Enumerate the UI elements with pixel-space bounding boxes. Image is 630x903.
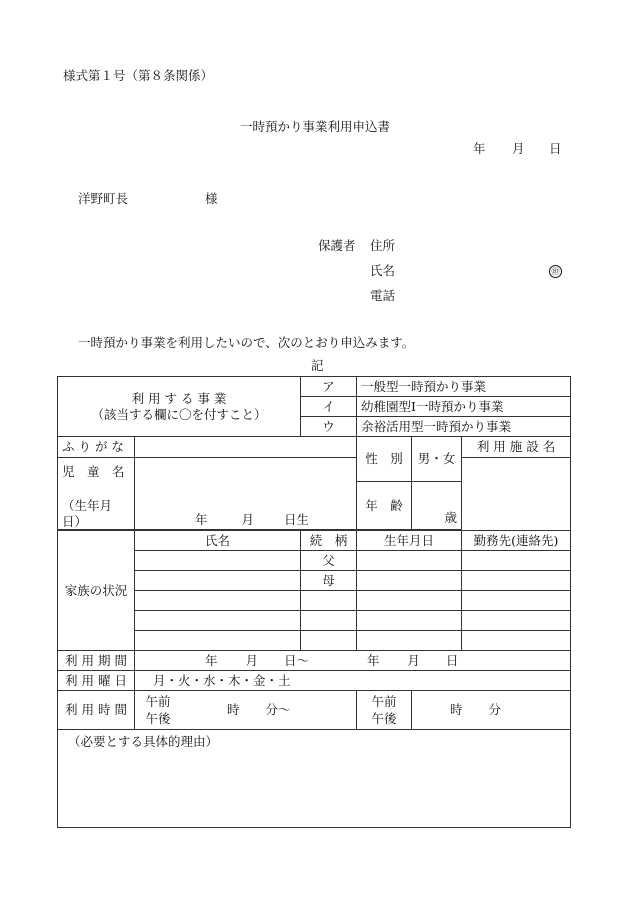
family-name-field[interactable] <box>135 571 301 591</box>
service-mark-i[interactable]: イ <box>301 397 357 417</box>
family-name-field[interactable] <box>135 611 301 631</box>
child-name-field[interactable] <box>135 458 357 530</box>
time-hour: 時 <box>227 702 240 718</box>
guardian-label: 保護者 <box>318 238 356 253</box>
honorific: 様 <box>205 191 218 206</box>
table-row <box>58 551 571 571</box>
birth-day: 日生 <box>283 511 309 527</box>
period-field[interactable] <box>135 651 571 671</box>
ampm-to[interactable] <box>357 691 412 729</box>
date-day-label: 日 <box>549 141 562 156</box>
period-month: 月 <box>245 652 258 668</box>
family-relation[interactable] <box>301 591 357 611</box>
family-workplace-field[interactable] <box>462 551 571 571</box>
family-name-field[interactable] <box>135 591 301 611</box>
family-header-relation: 続 柄 <box>301 531 357 551</box>
services-label: 利 用 す る 事 業 <box>131 390 227 406</box>
period-label: 利 用 期 間 <box>58 651 135 671</box>
family-birthdate-field[interactable] <box>357 571 462 591</box>
facility-field[interactable] <box>462 458 571 531</box>
time-from-field[interactable] <box>135 691 357 730</box>
sex-options[interactable]: 男・女 <box>412 437 462 482</box>
service-name-i: 幼稚園型Ⅰ一時預かり事業 <box>357 397 571 417</box>
family-workplace-field[interactable] <box>462 571 571 591</box>
child-name-label: 児 童 名 <box>62 464 125 479</box>
age-unit: 歳 <box>444 509 458 525</box>
date-year-label: 年 <box>473 141 486 156</box>
family-header-name: 氏名 <box>135 531 301 551</box>
furigana-field[interactable] <box>135 437 357 458</box>
reason-field[interactable] <box>58 730 571 828</box>
services-label-cell <box>58 377 301 437</box>
family-birthdate-field[interactable] <box>357 631 462 651</box>
family-birthdate-field[interactable] <box>357 591 462 611</box>
period-month-to: 月 <box>407 652 420 668</box>
service-name-a: 一般型一時預かり事業 <box>357 377 571 397</box>
period-day-to: 日 <box>445 652 459 668</box>
weekday-label: 利 用 曜 日 <box>58 671 135 691</box>
period-year: 年 <box>204 652 218 668</box>
service-mark-u[interactable]: ウ <box>301 417 357 437</box>
address-label: 住所 <box>370 238 396 253</box>
family-birthdate-field[interactable] <box>357 611 462 631</box>
birth-label: （生年月日） <box>62 498 113 529</box>
application-statement: 一時預かり事業を利用したいので、次のとおり申込みます。 <box>78 335 415 350</box>
date-month-label: 月 <box>512 141 525 156</box>
period-year-to: 年 <box>366 652 380 668</box>
seal-icon: ㊞ <box>549 262 562 278</box>
services-note: （該当する欄に〇を付すこと） <box>91 406 267 422</box>
family-relation: 父 <box>301 551 357 571</box>
table-row <box>58 611 571 631</box>
period-day-from: 日～ <box>283 652 309 668</box>
family-workplace-field[interactable] <box>462 591 571 611</box>
time-hour-to: 時 <box>450 702 463 718</box>
am-label-to: 午前 <box>371 693 397 709</box>
family-birthdate-field[interactable] <box>357 551 462 571</box>
family-relation[interactable] <box>301 611 357 631</box>
family-relation: 母 <box>301 571 357 591</box>
form-number: 様式第１号（第８条関係） <box>63 68 214 83</box>
pm-label: 午後 <box>145 711 171 727</box>
age-label: 年 齢 <box>357 482 412 530</box>
applicant-name-label: 氏名 <box>370 263 396 278</box>
ampm-from[interactable] <box>135 693 181 728</box>
am-label: 午前 <box>145 693 171 709</box>
table-row <box>58 591 571 611</box>
furigana-label: ふ り が な <box>58 437 135 458</box>
time-minute-to: 分 <box>488 702 502 718</box>
family-header-birthdate: 生年月日 <box>357 531 462 551</box>
application-table <box>57 376 571 828</box>
birth-year: 年 <box>194 511 208 527</box>
family-header-workplace: 勤務先(連絡先) <box>462 531 571 551</box>
table-row <box>58 631 571 651</box>
time-label: 利 用 時 間 <box>58 691 135 730</box>
phone-label: 電話 <box>370 288 396 303</box>
family-name-field[interactable] <box>135 631 301 651</box>
page-title: 一時預かり事業利用申込書 <box>240 119 391 134</box>
family-name-field[interactable] <box>135 551 301 571</box>
sex-label: 性 別 <box>357 437 412 482</box>
family-workplace-field[interactable] <box>462 631 571 651</box>
pm-label-to: 午後 <box>371 711 397 727</box>
age-field[interactable] <box>412 482 462 530</box>
time-minute-from: 分～ <box>265 702 291 718</box>
time-to-field[interactable] <box>357 691 571 730</box>
family-workplace-field[interactable] <box>462 611 571 631</box>
reason-label: （必要とする具体的理由） <box>68 734 219 750</box>
family-relation[interactable] <box>301 631 357 651</box>
family-label: 家族の状況 <box>58 531 135 651</box>
facility-label: 利 用 施 設 名 <box>462 437 571 458</box>
table-row <box>58 571 571 591</box>
addressee: 洋野町長 <box>78 191 129 206</box>
ki-label: 記 <box>311 358 324 373</box>
weekday-options[interactable]: 月・火・水・木・金・土 <box>135 671 571 691</box>
birth-month: 月 <box>241 511 254 527</box>
service-mark-a[interactable]: ア <box>301 377 357 397</box>
service-name-u: 余裕活用型一時預かり事業 <box>357 417 571 437</box>
child-label-cell <box>58 458 135 530</box>
